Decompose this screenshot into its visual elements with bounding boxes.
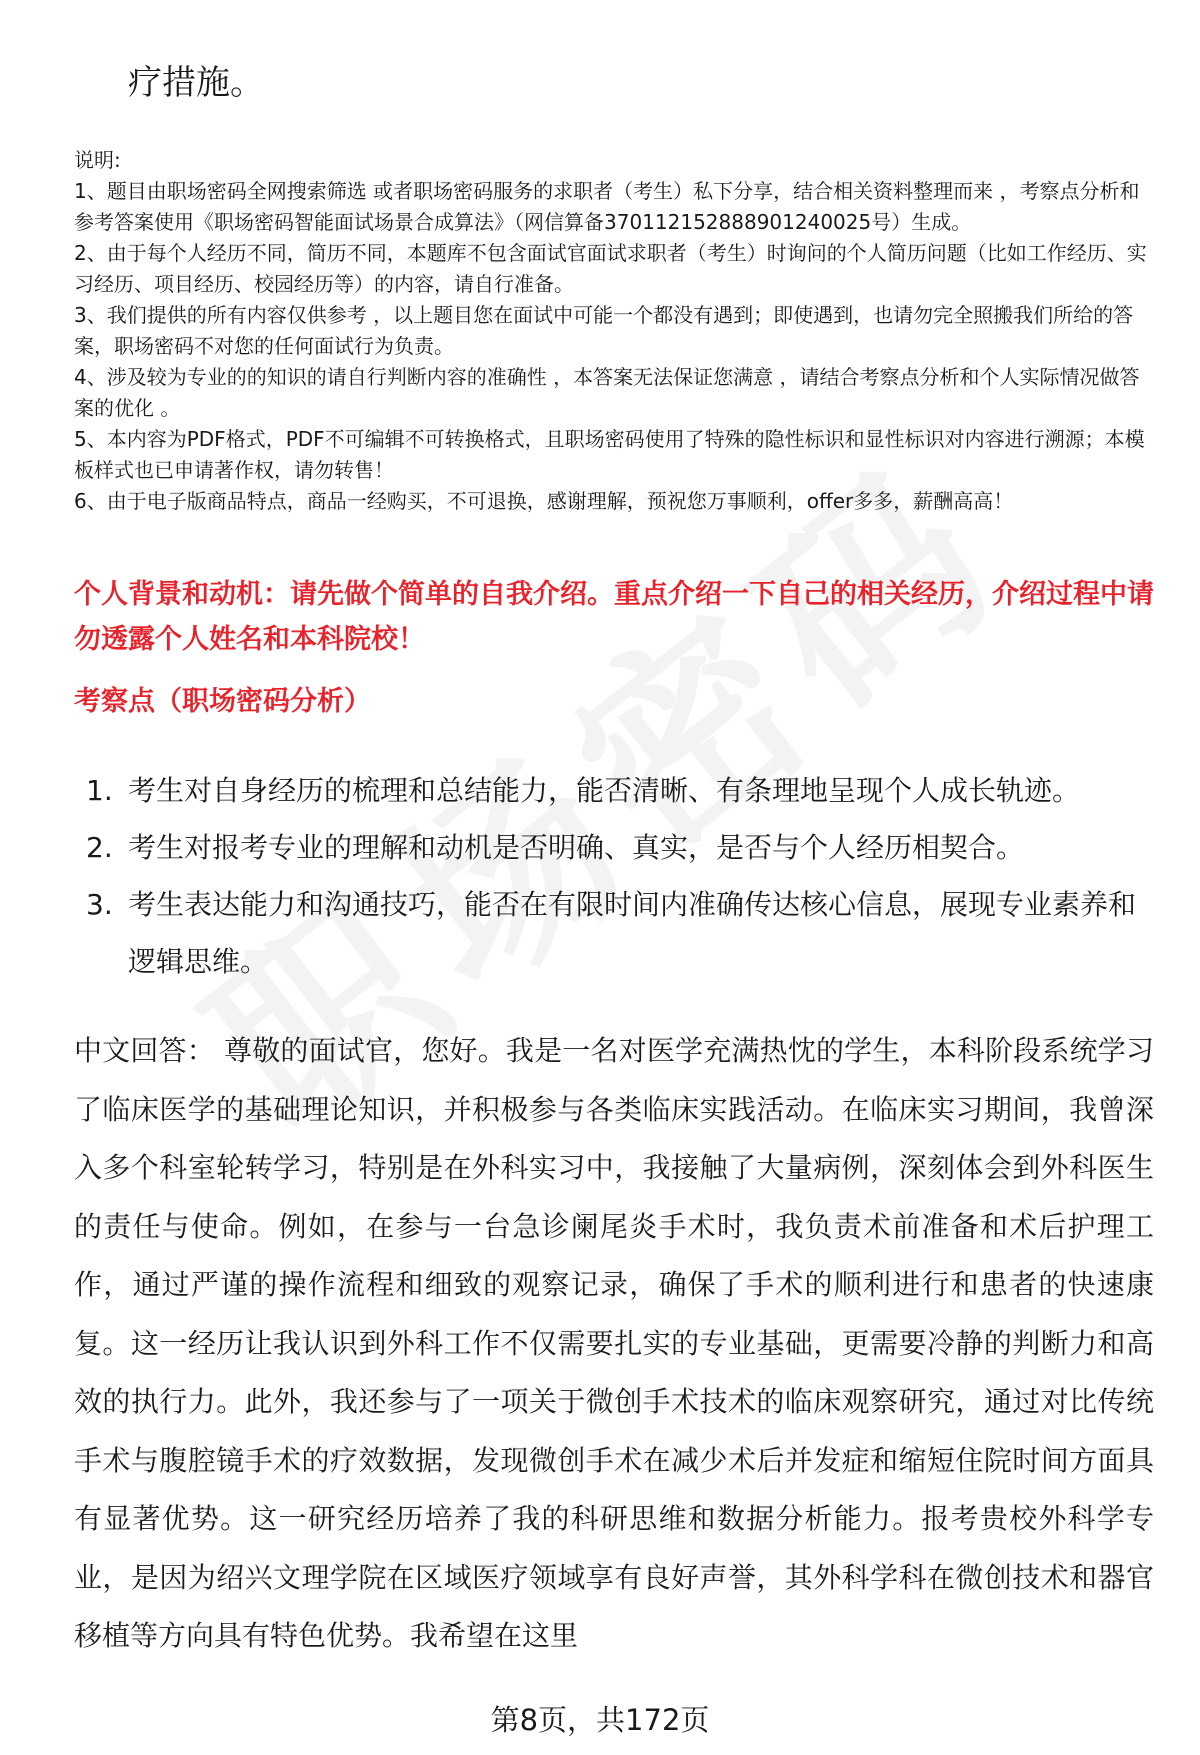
note-item: 4、涉及较为专业的的知识的请自行判断内容的准确性 ，本答案无法保证您满意 ，请结合考察点分析和个人实际情况做答案的优化 。: [74, 365, 1140, 420]
point-number: 2.: [86, 831, 113, 864]
analysis-title: 考察点（职场密码分析）: [74, 686, 371, 717]
note-item: 5、本内容为PDF格式，PDF不可编辑不可转换格式，且职场密码使用了特殊的隐性标识和显性标识对内容进行溯源；本模板样式也已申请著作权，请勿转售！: [74, 427, 1145, 482]
point-number: 3.: [86, 888, 113, 921]
analysis-point: [74, 819, 1154, 876]
notes-heading: 说明:: [74, 148, 121, 172]
chinese-answer: 中文回答： 尊敬的面试官，您好。我是一名对医学充满热忱的学生，本科阶段系统学习了临床医学的基础理论知识，并积极参与各类临床实践活动。在临床实习期间，我曾深入多个科室轮转学习，特别是在外科实习中，我接触了大量病例，深刻体会到外科医生的责任与使命。例如，在参与一台急诊阑尾炎手术时，我负责术前准备和术后护理工作，通过严谨的操作流程和细致的观察记录，确保了手术的顺利进行和患者的快速康复。这一经历让我认识到外科工作不仅需要扎实的专业基础，更需要冷静的判断力和高效的执行力。此外，我还参与了一项关于微创手术技术的临床观察研究，通过对比传统手术与腹腔镜手术的疗效数据，发现微创手术在减少术后并发症和缩短住院时间方面具有显著优势。这一研究经历培养了我的科研思维和数据分析能力。报考贵校外科学专业，是因为绍兴文理学院在区域医疗领域享有良好声誉，其外科学科在微创技术和器官移植等方向具有特色优势。我希望在这里: [74, 1034, 1154, 1652]
analysis-points-list: [74, 762, 1154, 990]
point-text: 考生对自身经历的梳理和总结能力，能否清晰、有条理地呈现个人成长轨迹。: [128, 774, 1081, 807]
disclaimer-notes: [74, 145, 1154, 517]
continued-text-fragment: 疗措施。: [128, 63, 264, 103]
point-number: 1.: [86, 774, 113, 807]
interview-question: 个人背景和动机：请先做个简单的自我介绍。重点介绍一下自己的相关经历，介绍过程中请勿透露个人姓名和本科院校！: [74, 579, 1154, 655]
analysis-point: [74, 876, 1154, 990]
analysis-point: [74, 762, 1154, 819]
point-text: 考生对报考专业的理解和动机是否明确、真实，是否与个人经历相契合。: [128, 831, 1025, 864]
note-item: 2、由于每个人经历不同，简历不同，本题库不包含面试官面试求职者（考生）时询问的个人简历问题（比如工作经历、实习经历、项目经历、校园经历等）的内容，请自行准备。: [74, 241, 1147, 296]
note-item: 1、题目由职场密码全网搜索筛选 或者职场密码服务的求职者（考生）私下分享，结合相关资料整理而来 ，考察点分析和参考答案使用《职场密码智能面试场景合成算法》（网信算备370112152888901240025号）生成。: [74, 179, 1140, 234]
point-text: 考生表达能力和沟通技巧，能否在有限时间内准确传达核心信息，展现专业素养和逻辑思维。: [128, 888, 1137, 978]
note-item: 3、我们提供的所有内容仅供参考 ，以上题目您在面试中可能一个都没有遇到；即使遇到，也请勿完全照搬我们所给的答案，职场密码不对您的任何面试行为负责。: [74, 303, 1134, 358]
page-number-footer: 第8页，共172页: [490, 1703, 710, 1737]
note-item: 6、由于电子版商品特点，商品一经购买，不可退换，感谢理解，预祝您万事顺利，offer多多，薪酬高高！: [74, 489, 1014, 513]
